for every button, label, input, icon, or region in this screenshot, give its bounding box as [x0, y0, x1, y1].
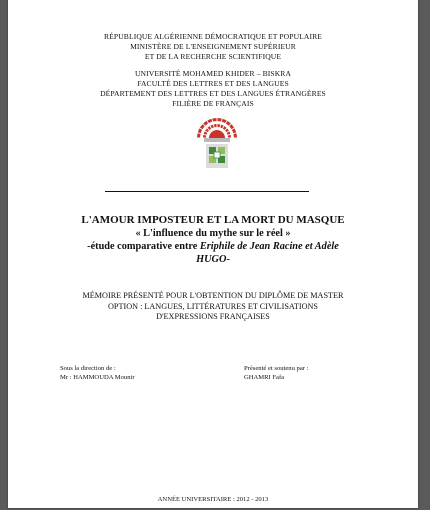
works-italic: Eriphile de Jean Racine et Adèle — [199, 241, 339, 252]
works-italic-end: HUGO — [196, 254, 227, 265]
thesis-subtitle-comparative — [8, 241, 418, 253]
direction-block — [60, 364, 135, 382]
thesis-subtitle-quote: « L'influence du mythe sur le réel » — [135, 228, 291, 239]
thesis-title: L'AMOUR IMPOSTEUR ET LA MORT DU MASQUE — [81, 214, 345, 226]
document-page — [8, 0, 418, 508]
title-separator — [105, 191, 309, 192]
author-name: GHAMRI Fafa — [244, 374, 285, 381]
header-university: UNIVERSITÉ MOHAMED KHIDER – BISKRA — [134, 69, 292, 78]
university-block — [8, 69, 418, 109]
suffix-dash: - — [226, 254, 230, 265]
header-department: DÉPARTEMENT DES LETTRES ET DES LANGUES ÉTRANGÈRES — [100, 89, 326, 98]
comparative-prefix: -étude comparative entre — [87, 241, 200, 252]
header-filiere: FILIÈRE DE FRANÇAIS — [172, 99, 254, 108]
header-republic: RÉPUBLIQUE ALGÉRIENNE DÉMOCRATIQUE ET POPULAIRE — [103, 32, 323, 41]
header-block — [8, 32, 418, 62]
header-faculty: FACULTÉ DES LETTRES ET DES LANGUES — [137, 79, 289, 88]
university-logo-icon — [195, 116, 239, 172]
academic-year: ANNÉE UNIVERSITAIRE : 2012 - 2013 — [157, 496, 269, 503]
header-research: ET DE LA RECHERCHE SCIENTIFIQUE — [144, 52, 282, 61]
header-ministry: MINISTÈRE DE L'ENSEIGNEMENT SUPÉRIEUR — [130, 42, 296, 51]
direction-label: Sous la direction de : — [60, 365, 116, 372]
author-label: Présenté et soutenu par : — [244, 365, 309, 372]
memoire-diploma: MÉMOIRE PRÉSENTÉ POUR L'OBTENTION DU DIPLÔME DE MASTER — [82, 291, 344, 300]
memoire-block — [8, 291, 418, 323]
memoire-expressions: D'EXPRESSIONS FRANÇAISES — [156, 312, 270, 321]
memoire-option: OPTION : LANGUES, LITTÉRATURES ET CIVILISATIONS — [108, 301, 318, 311]
supervisor-name: Mr : HAMMOUDA Mounir — [60, 374, 135, 381]
thesis-subtitle-end — [8, 254, 418, 266]
author-block — [244, 364, 308, 382]
